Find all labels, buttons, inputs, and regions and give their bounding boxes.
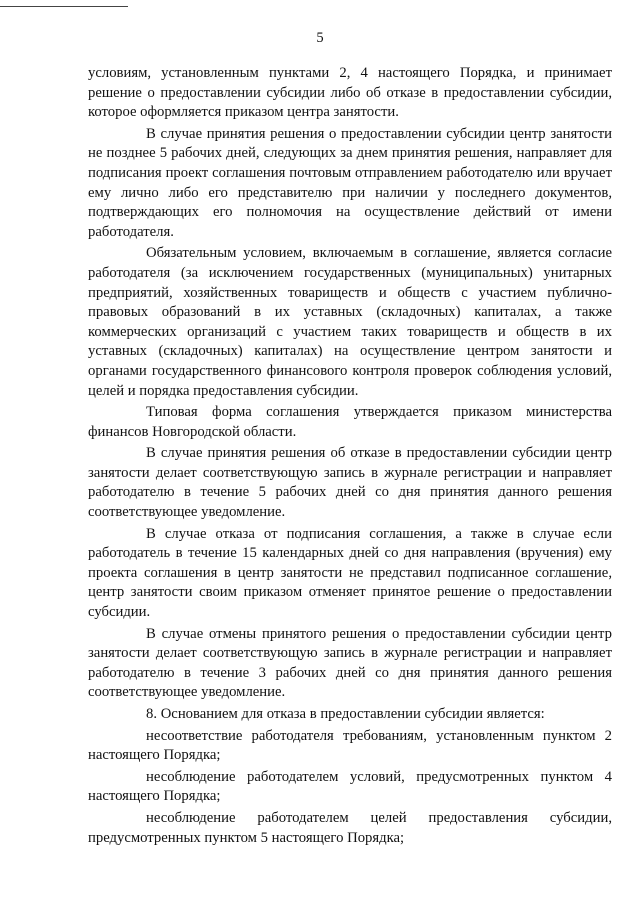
paragraph: 8. Основанием для отказа в предоставлении субсидии является: [146, 706, 545, 722]
paragraph: несоблюдение работодателем целей предоставления субсидии, предусмотренных пунктом 5 настоящего Порядка; [88, 809, 612, 846]
paragraph: В случае отказа от подписания соглашения, а также в случае если работодатель в течение 15 календарных дней со дня направления (вручения) ему проекта соглашения в центр занятости не представил подписанное соглашение, центр занятости своим приказом отменяет принятое решение о предоставлении субсидии. [88, 525, 612, 621]
paragraph: Типовая форма соглашения утверждается приказом министерства финансов Новгородской области. [88, 404, 612, 440]
paragraph: несоблюдение работодателем условий, предусмотренных пунктом 4 настоящего Порядка; [88, 768, 612, 805]
paragraph: В случае принятия решения о предоставлении субсидии центр занятости не позднее 5 рабочих дней, следующих за днем принятия решения, направляет для подписания проект соглашения почтовым отправлением работодателю или вручает ему лично либо его представителю при наличии у последнего документов, подтверждающих его полномочия на осуществление действий от имени работодателя. [88, 125, 612, 240]
paragraph: несоответствие работодателя требованиям, установленным пунктом 2 настоящего Порядка; [88, 727, 612, 764]
paragraph: В случае отмены принятого решения о предоставлении субсидии центр занятости делает соответствующую запись в журнале регистрации и направляет работодателю в течение 3 рабочих дней со дня принятия данного решения соответствующее уведомление. [88, 625, 612, 701]
paragraph: Обязательным условием, включаемым в соглашение, является согласие работодателя (за исключением государственных (муниципальных) унитарных предприятий, хозяйственных товариществ и обществ с участием публично-правовых образований в их уставных (складочных) капиталах, а также коммерческих организаций с участием таких товариществ и обществ в их уставных (складочных) капиталах) на осуществление центром занятости и органами государственного финансового контроля проверок соблюдения условий, целей и порядка предоставления субсидии. [88, 245, 612, 399]
paragraph: В случае принятия решения об отказе в предоставлении субсидии центр занятости делает соответствующую запись в журнале регистрации и направляет работодателю в течение 5 рабочих дней со дня принятия данного решения соответствующее уведомление. [88, 445, 612, 521]
page-number: 5 [316, 30, 324, 46]
top-rule [0, 6, 128, 7]
document-body [88, 64, 612, 850]
paragraph: условиям, установленным пунктами 2, 4 настоящего Порядка, и принимает решение о предоставлении субсидии либо об отказе в предоставлении субсидии, которое оформляется приказом центра занятости. [88, 65, 612, 121]
